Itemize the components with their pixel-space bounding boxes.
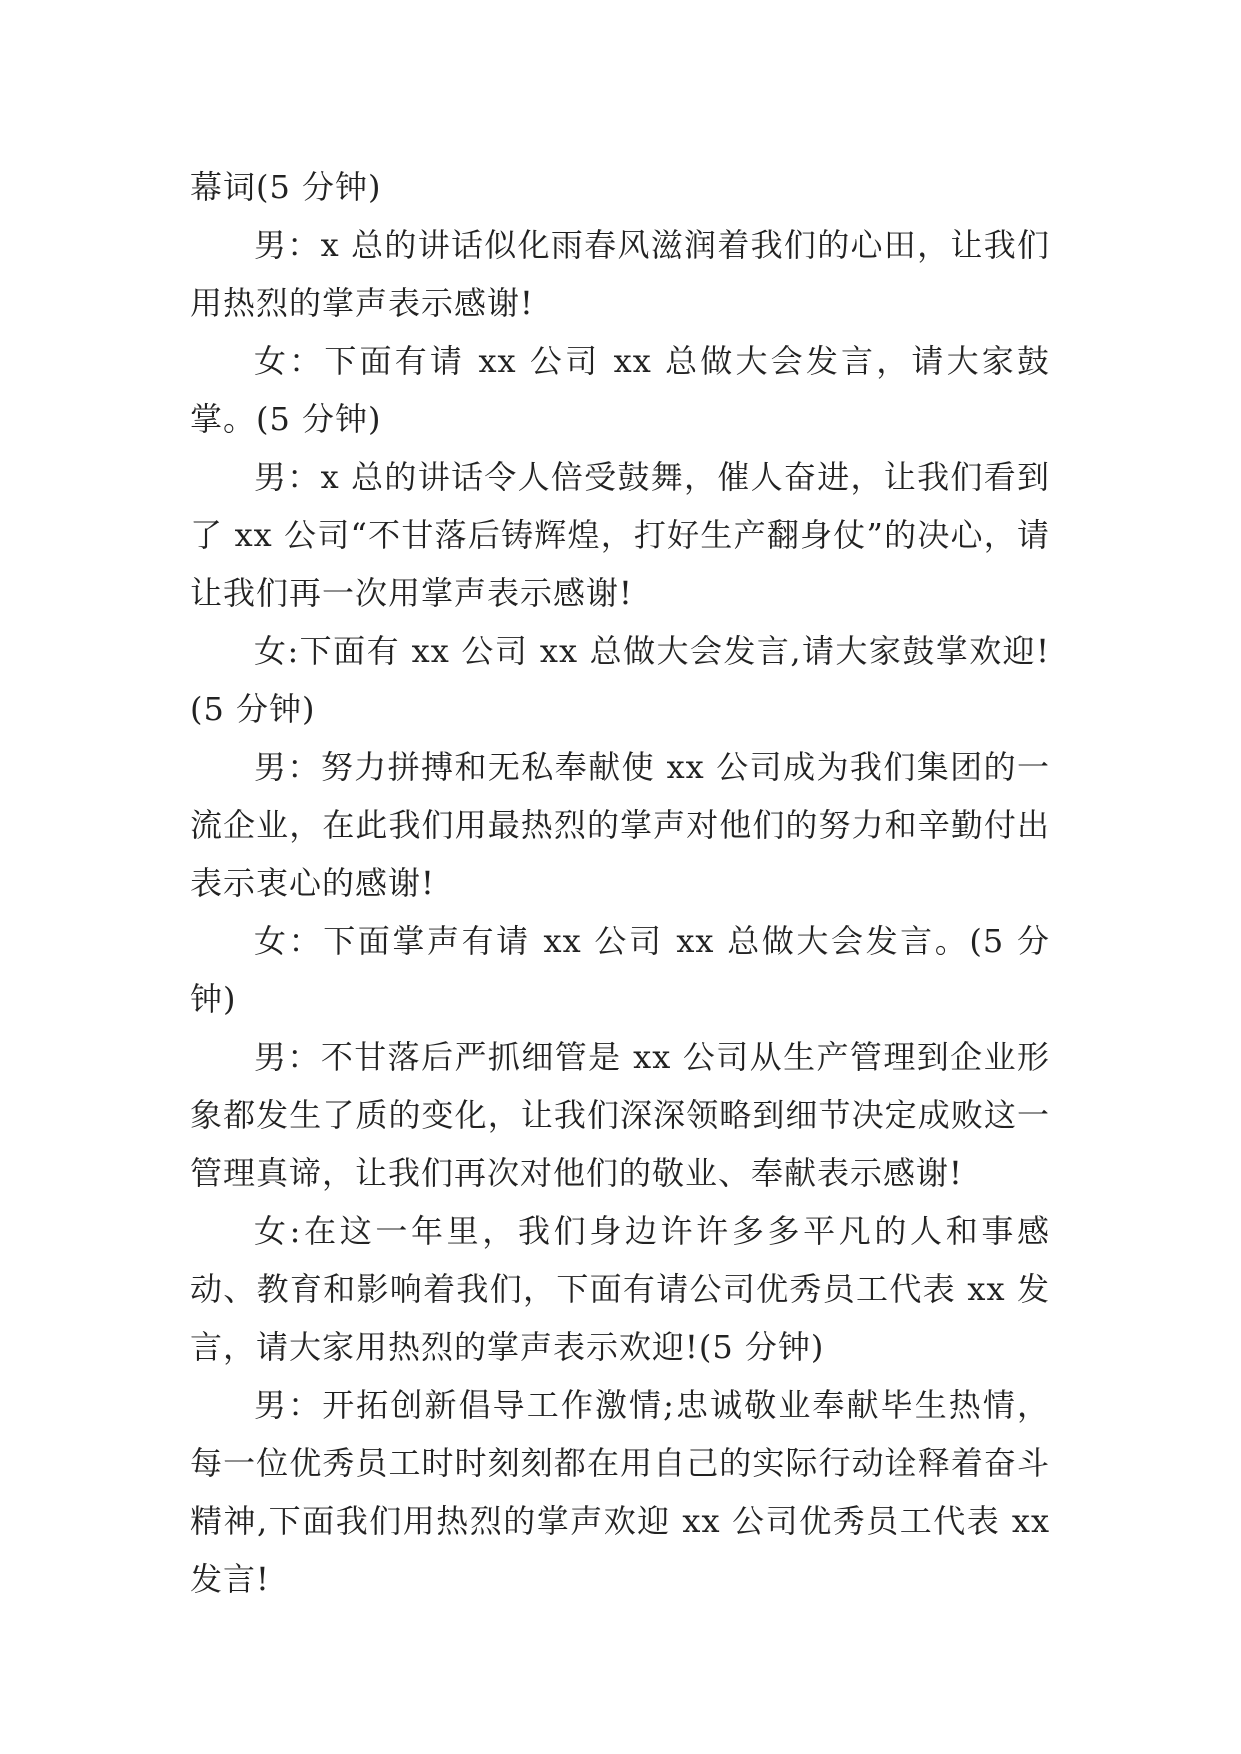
paragraph-5: 女:下面有 xx 公司 xx 总做大会发言,请大家鼓掌欢迎!(5 分钟) xyxy=(190,632,1050,728)
paragraph-2: 男：x 总的讲话似化雨春风滋润着我们的心田，让我们用热烈的掌声表示感谢! xyxy=(190,226,1050,322)
paragraph-6: 男：努力拼搏和无私奉献使 xx 公司成为我们集团的一流企业，在此我们用最热烈的掌声对他们的努力和辛勤付出表示衷心的感谢! xyxy=(190,748,1050,902)
paragraph-4: 男：x 总的讲话令人倍受鼓舞，催人奋进，让我们看到了 xx 公司“不甘落后铸辉煌，打好生产翻身仗”的决心，请让我们再一次用掌声表示感谢! xyxy=(190,458,1050,612)
paragraph-9: 女:在这一年里，我们身边许许多多平凡的人和事感动、教育和影响着我们，下面有请公司优秀员工代表 xx 发言，请大家用热烈的掌声表示欢迎!(5 分钟) xyxy=(190,1212,1050,1366)
paragraph-3: 女：下面有请 xx 公司 xx 总做大会发言，请大家鼓掌。(5 分钟) xyxy=(190,342,1050,438)
document-body xyxy=(190,158,1050,1608)
paragraph-10: 男：开拓创新倡导工作激情;忠诚敬业奉献毕生热情，每一位优秀员工时时刻刻都在用自己的实际行动诠释着奋斗精神,下面我们用热烈的掌声欢迎 xx 公司优秀员工代表 xx 发言! xyxy=(190,1386,1050,1598)
paragraph-1: 幕词(5 分钟) xyxy=(190,168,382,206)
paragraph-7: 女：下面掌声有请 xx 公司 xx 总做大会发言。(5 分钟) xyxy=(190,922,1050,1018)
paragraph-8: 男：不甘落后严抓细管是 xx 公司从生产管理到企业形象都发生了质的变化，让我们深深领略到细节决定成败这一管理真谛，让我们再次对他们的敬业、奉献表示感谢! xyxy=(190,1038,1050,1192)
